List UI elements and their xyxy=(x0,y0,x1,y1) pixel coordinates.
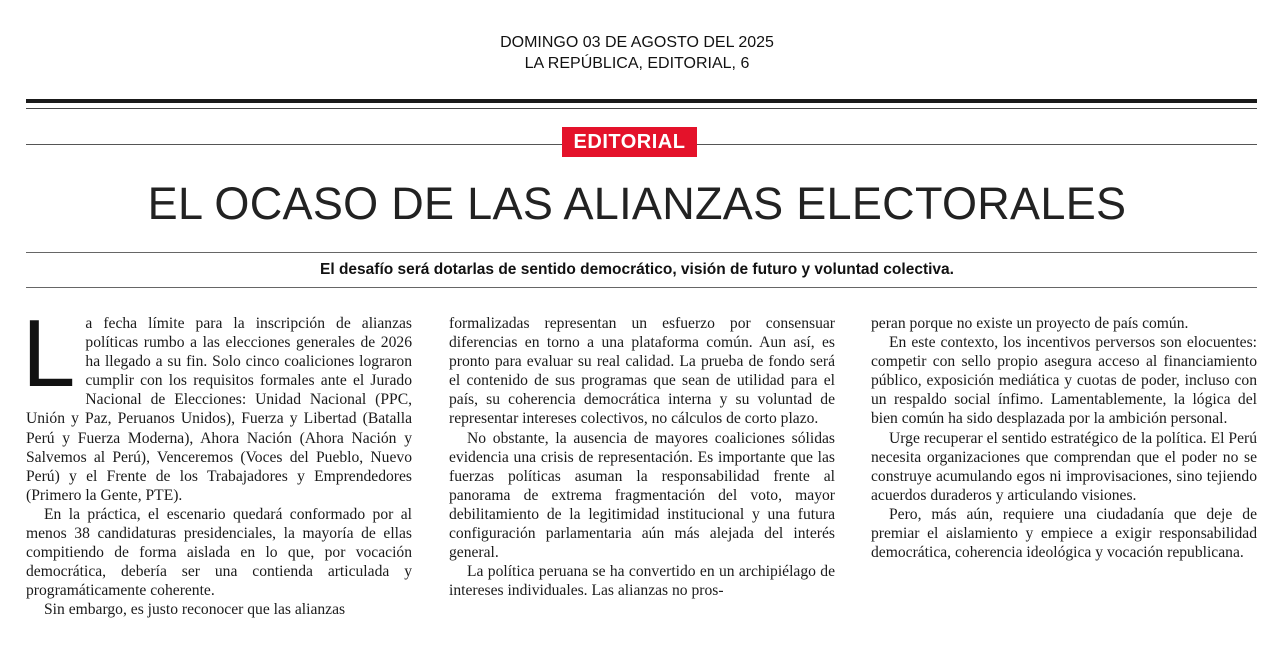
page-header xyxy=(0,32,1274,74)
header-rule-thick xyxy=(26,99,1257,103)
paragraph: La política peruana se ha convertido en un archipiélago de intereses individuales. Las alianzas no pros- xyxy=(449,563,835,600)
drop-cap: L xyxy=(22,300,76,407)
paragraph: Sin embargo, es justo reconocer que las alianzas xyxy=(44,601,346,619)
article-column-2 xyxy=(449,314,835,600)
paragraph: formalizadas representan un esfuerzo por consensuar diferencias en torno a una plataforma común. Aun así, es pronto para evaluar su real calidad. La prueba de fondo será el contenido de sus programas que sean de utilidad para el país, su coherencia democrática interna y su voluntad de representar intereses colectivos, no cálculos de corto plazo. xyxy=(449,315,835,428)
paragraph-text: a fecha límite para la inscripción de alianzas políticas rumbo a las elecciones generales de 2026 ha llegado a su fin. Solo cinco coaliciones lograron cumplir con los requisitos formales ante el Jurado Nacional de Elecciones: Unidad Nacional (PPC, Unión y Paz, Peruanos Unidos), Fuerza y Libertad (Batalla Perú y Fuerza Moderna), Ahora Nación (Ahora Nación y Salvemos al Perú), Venceremos (Voces del Pueblo, Nuevo Perú) y el Frente de los Trabajadores y Emprendedores (Primero la Gente, PTE). xyxy=(26,315,412,504)
source-line: LA REPÚBLICA, EDITORIAL, 6 xyxy=(524,55,750,72)
article-column-1 xyxy=(22,300,412,620)
headline: EL OCASO DE LAS ALIANZAS ELECTORALES xyxy=(147,178,1127,229)
paragraph: No obstante, la ausencia de mayores coaliciones sólidas evidencia una crisis de representación. Es importante que las fuerzas políticas asuman la responsabilidad frente al panorama de extrema fragmentación del voto, mayor debilitamiento de la legitimidad institucional y una futura configuración parlamentaria aún más alejada del interés general. xyxy=(449,429,835,562)
paragraph: peran porque no existe un proyecto de país común. xyxy=(871,315,1189,332)
paragraph: En este contexto, los incentivos perversos son elocuentes: competir con sello propio asegura acceso al financiamiento público, exposición mediática y cuotas de poder, incluso con un respaldo social ínfimo. Lamentablemente, la lógica del bien común ha sido desplazada por la ambición personal. xyxy=(871,334,1257,428)
section-label: EDITORIAL xyxy=(562,127,697,157)
subhead-rule-bottom xyxy=(26,287,1257,288)
header-rule-thin xyxy=(26,108,1257,109)
subhead-rule-top xyxy=(26,252,1257,253)
paragraph: Pero, más aún, requiere una ciudadanía que deje de premiar el aislamiento y empiece a exigir responsabilidad democrática, coherencia ideológica y vocación republicana. xyxy=(871,505,1257,562)
date-line: DOMINGO 03 DE AGOSTO DEL 2025 xyxy=(500,34,774,51)
subheadline: El desafío será dotarlas de sentido democrático, visión de futuro y voluntad colectiva. xyxy=(320,261,954,278)
paragraph: Urge recuperar el sentido estratégico de la política. El Perú necesita organizaciones que comprendan que el poder no se construye acumulando egos ni improvisaciones, sino tejiendo acuerdos duraderos y articulando visiones. xyxy=(871,429,1257,504)
paragraph xyxy=(22,300,412,505)
article-column-3 xyxy=(871,314,1257,562)
paragraph: En la práctica, el escenario quedará conformado por al menos 38 candidaturas presidenciales, la mayoría de ellas compitiendo de forma aislada en lo que, por vocación democrática, debería ser una contienda articulada y programáticamente coherente. xyxy=(26,505,412,600)
